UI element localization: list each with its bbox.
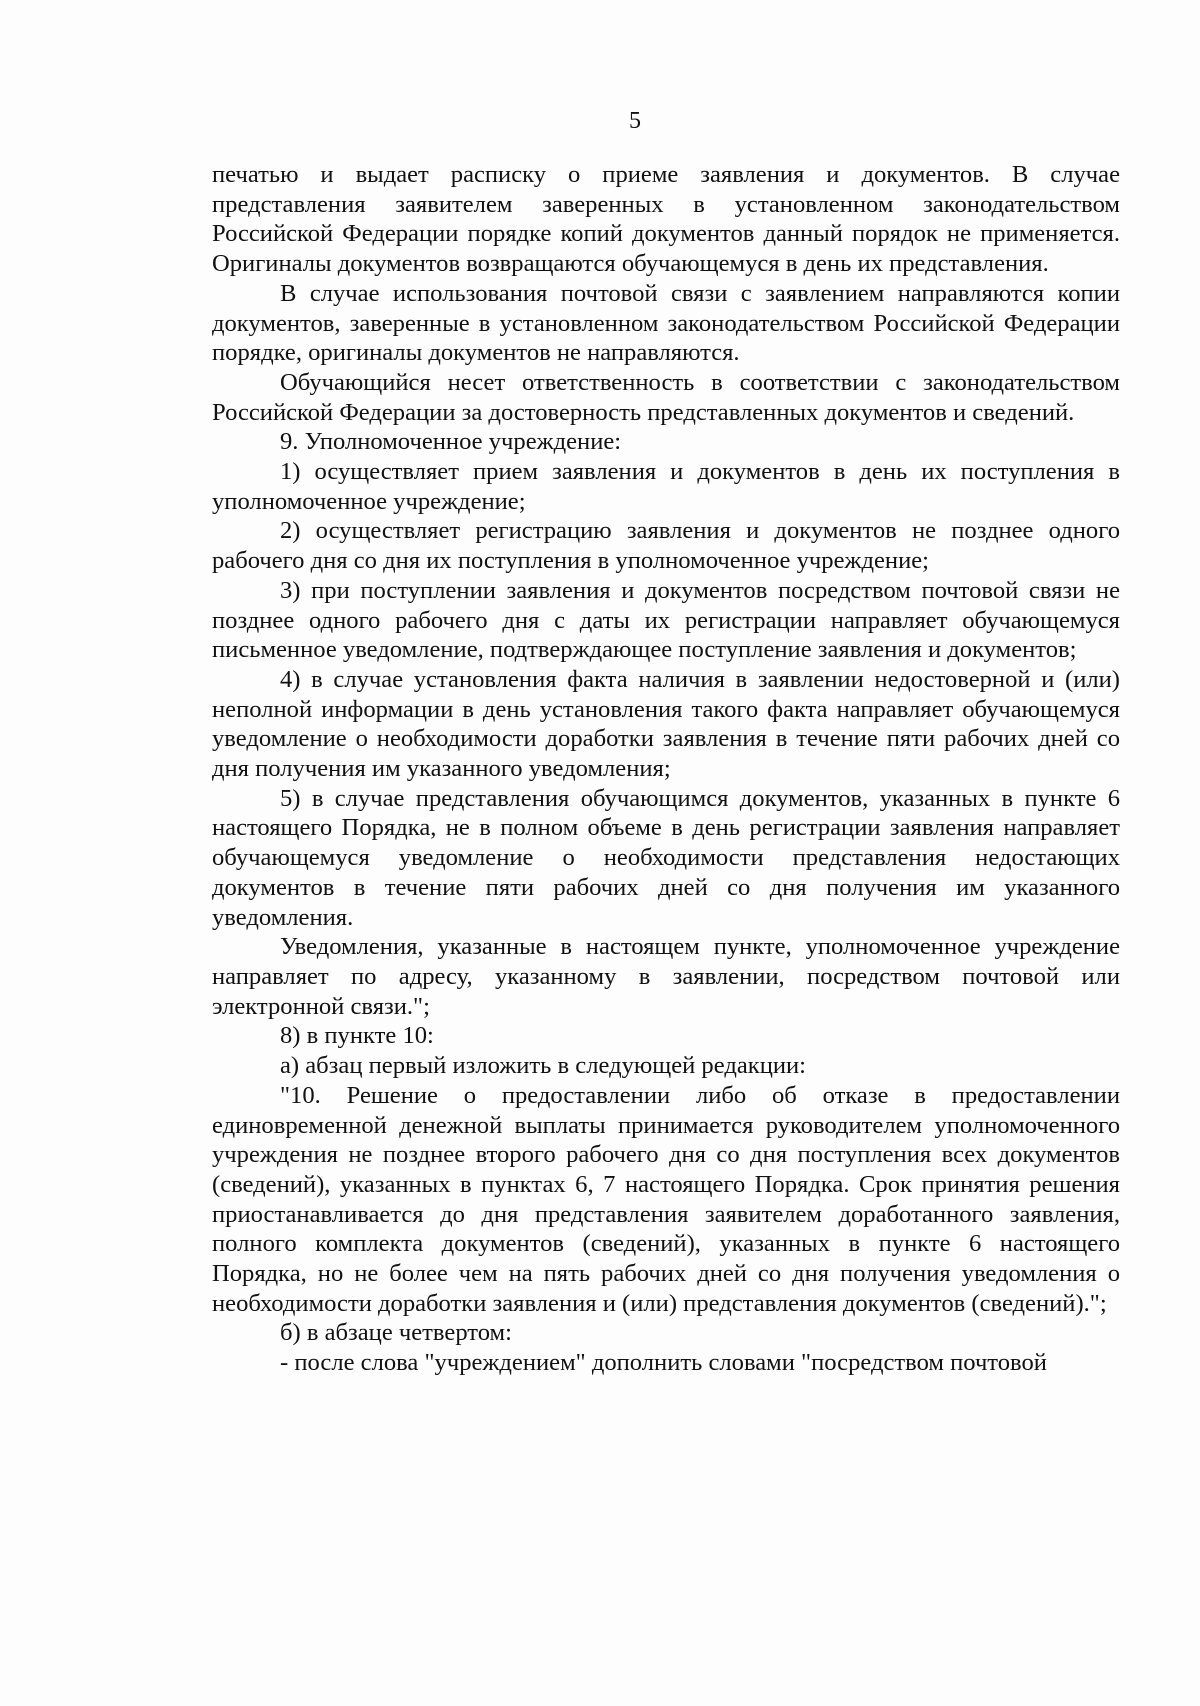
document-body xyxy=(212,160,1120,1378)
paragraph-subitem-1: 1) осуществляет прием заявления и документов в день их поступления в уполномоченное учреждение; xyxy=(212,458,1120,515)
paragraph-subitem-4: 4) в случае установления факта наличия в заявлении недостоверной и (или) неполной информации в день установления такого факта направляет обучающемуся уведомление о необходимости доработки заявления в течение пяти рабочих дней со дня получения им указанного уведомления; xyxy=(212,665,1120,783)
paragraph-item-9: 9. Уполномоченное учреждение: xyxy=(280,428,622,456)
paragraph-continuation: печатью и выдает расписку о приеме заявления и документов. В случае представления заявителем заверенных в установленном законодательством Российской Федерации порядке копий документов данный порядок не применяется. Оригиналы документов возвращаются обучающемуся в день их представления. xyxy=(212,161,1120,278)
paragraph-notifications: Уведомления, указанные в настоящем пункте, уполномоченное учреждение направляет по адресу, указанному в заявлении, посредством почтовой или электронной связи."; xyxy=(212,933,1120,1020)
paragraph-amendment-b-dash: - после слова "учреждением" дополнить словами "посредством почтовой xyxy=(280,1349,1047,1377)
paragraph-subitem-3: 3) при поступлении заявления и документов посредством почтовой связи не позднее одного рабочего дня с даты их регистрации направляет обучающемуся письменное уведомление, подтверждающее поступление заявления и документов; xyxy=(212,576,1120,664)
paragraph-amendment-8: 8) в пункте 10: xyxy=(280,1022,434,1050)
page-number: 5 xyxy=(629,108,641,134)
paragraph-responsibility: Обучающийся несет ответственность в соответствии с законодательством Российской Федерации за достоверность представленных документов и сведений. xyxy=(212,368,1120,426)
paragraph-item-10-text: "10. Решение о предоставлении либо об отказе в предоставлении единовременной денежной выплаты принимается руководителем уполномоченного учреждения не позднее второго рабочего дня со дня поступления всех документов (сведений), указанных в пунктах 6, 7 настоящего Порядка. Срок принятия решения приостанавливается до дня представления заявителем доработанного заявления, полного комплекта документов (сведений), указанных в пункте 6 настоящего Порядка, но не более чем на пять рабочих дней со дня получения уведомления о необходимости доработки заявления и (или) представления документов (сведений)."; xyxy=(212,1081,1120,1317)
paragraph-subitem-2: 2) осуществляет регистрацию заявления и документов не позднее одного рабочего дня со дня их поступления в уполномоченное учреждение; xyxy=(212,517,1120,575)
paragraph-subitem-5: 5) в случае представления обучающимся документов, указанных в пункте 6 настоящего Порядка, не в полном объеме в день регистрации заявления направляет обучающемуся уведомление о необходимости представления недостающих документов в течение пяти рабочих дней со дня получения им указанного уведомления. xyxy=(212,784,1120,931)
paragraph-postal-copies: В случае использования почтовой связи с заявлением направляются копии документов, заверенные в установленном законодательством Российской Федерации порядке, оригиналы документов не направляются. xyxy=(212,279,1120,367)
paragraph-amendment-a: а) абзац первый изложить в следующей редакции: xyxy=(280,1052,807,1080)
paragraph-amendment-b: б) в абзаце четвертом: xyxy=(280,1319,512,1347)
